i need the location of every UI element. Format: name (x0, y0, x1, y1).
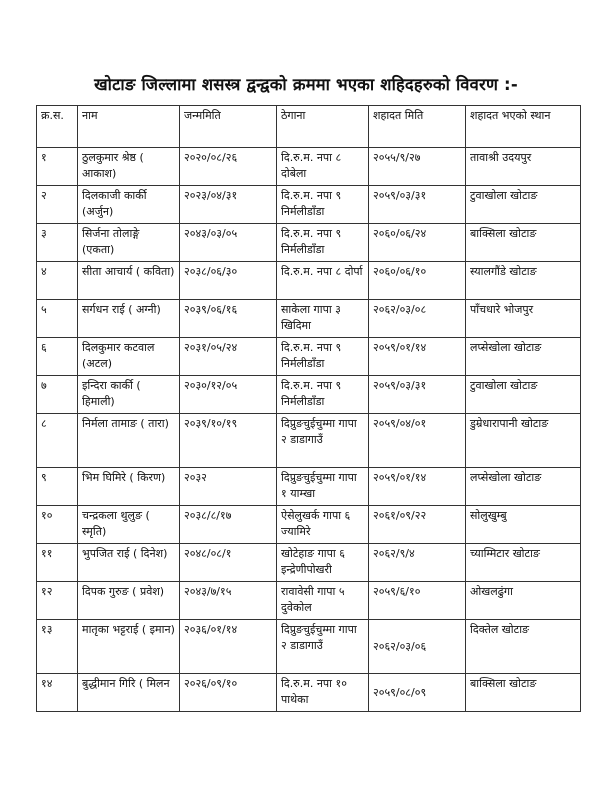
cell-martyrdom-date: २०५९/६/१० (369, 582, 466, 620)
cell-address: दि.रु.म. नपा ९ निर्मलीडाँडा (277, 224, 369, 262)
header-martyrdom-place: शहादत भएको स्थान (466, 106, 581, 148)
cell-martyrdom-date: २०५९/०१/१४ (369, 338, 466, 376)
cell-martyrdom-date: २०६२/९/४ (369, 544, 466, 582)
cell-serial-number: ६ (37, 338, 78, 376)
cell-date-of-birth: २०३९/१०/१९ (180, 414, 277, 468)
cell-date-of-birth: २०४३/७/१५ (180, 582, 277, 620)
cell-martyrdom-date: २०५९/०८/०९ (369, 674, 466, 712)
cell-serial-number: ८ (37, 414, 78, 468)
table-row (37, 544, 581, 582)
cell-martyrdom-place: टुवाखोला खोटाङ (466, 376, 581, 414)
cell-martyrdom-place: बाक्सिला खोटाङ (466, 224, 581, 262)
cell-martyrdom-date: २०६०/०६/२४ (369, 224, 466, 262)
document-title: खोटाङ जिल्लामा शसस्त्र द्वन्द्वको क्रममा भएका शहिदहरुको विवरण :- (94, 75, 518, 94)
cell-name: सिर्जना तोलाङ्गे (एकता) (78, 224, 180, 262)
cell-name: निर्मला तामाङ ( तारा) (78, 414, 180, 468)
cell-martyrdom-date: २०५९/०३/३१ (369, 186, 466, 224)
header-address: ठेगाना (277, 106, 369, 148)
cell-martyrdom-place: लप्सेखोला खोटाङ (466, 338, 581, 376)
table-row (37, 414, 581, 468)
cell-serial-number: ५ (37, 300, 78, 338)
cell-date-of-birth: २०२३/०४/३१ (180, 186, 277, 224)
cell-name: भुपजित राई ( दिनेश) (78, 544, 180, 582)
cell-date-of-birth: २०२०/०८/२६ (180, 148, 277, 186)
table-row (37, 582, 581, 620)
cell-martyrdom-place: दिक्तेल खोटाङ (466, 620, 581, 674)
cell-name: सर्गधन राई ( अग्नी) (78, 300, 180, 338)
cell-martyrdom-place: च्याम्मिटार खोटाङ (466, 544, 581, 582)
table-row (37, 376, 581, 414)
martyrs-table (36, 105, 581, 712)
cell-martyrdom-date: २०६२/०३/०६ (369, 620, 466, 674)
cell-serial-number: ४ (37, 262, 78, 300)
cell-name: भिम घिमिरे ( किरण) (78, 468, 180, 506)
cell-name: बुद्धीमान गिरि ( मिलन (78, 674, 180, 712)
cell-martyrdom-place: डुम्रेधारापानी खोटाङ (466, 414, 581, 468)
cell-address: दि.रु.म. नपा ९ निर्मलीडाँडा (277, 338, 369, 376)
cell-martyrdom-place: लप्सेखोला खोटाङ (466, 468, 581, 506)
table-row (37, 262, 581, 300)
cell-name: मातृका भट्टराई ( इमान) (78, 620, 180, 674)
cell-serial-number: ११ (37, 544, 78, 582)
cell-martyrdom-date: २०५५/९/२७ (369, 148, 466, 186)
cell-address: दिप्रुङचुईचुम्मा गापा २ डाडागाउँ (277, 620, 369, 674)
table-row (37, 148, 581, 186)
cell-address: दि.रु.म. नपा ८ दोर्पा (277, 262, 369, 300)
cell-martyrdom-date: २०६०/०६/१० (369, 262, 466, 300)
table-row (37, 620, 581, 674)
cell-date-of-birth: २०३२ (180, 468, 277, 506)
cell-martyrdom-date: २०६१/०९/२२ (369, 506, 466, 544)
table-row (37, 338, 581, 376)
cell-serial-number: २ (37, 186, 78, 224)
cell-name: ठुलकुमार श्रेष्ठ ( आकाश) (78, 148, 180, 186)
cell-serial-number: १४ (37, 674, 78, 712)
header-serial-number: क्र.स. (37, 106, 78, 148)
cell-date-of-birth: २०३९/०६/१६ (180, 300, 277, 338)
cell-date-of-birth: २०३६/०१/१४ (180, 620, 277, 674)
table-row (37, 468, 581, 506)
cell-martyrdom-place: तावाश्री उदयपुर (466, 148, 581, 186)
cell-martyrdom-place: पाँचधारे भोजपुर (466, 300, 581, 338)
cell-address: दिप्रुङचुईचुम्मा गापा २ डाडागाउँ (277, 414, 369, 468)
cell-martyrdom-date: २०५९/०४/०१ (369, 414, 466, 468)
cell-address: दि.रु.म. नपा ८ दोबेला (277, 148, 369, 186)
cell-serial-number: १२ (37, 582, 78, 620)
cell-address: दि.रु.म. नपा १० पाथेका (277, 674, 369, 712)
cell-serial-number: १ (37, 148, 78, 186)
cell-martyrdom-date: २०५९/०१/१४ (369, 468, 466, 506)
cell-martyrdom-place: सोलुखुम्बु (466, 506, 581, 544)
cell-address: ऐसेलुखर्क गापा ६ ज्यामिरे (277, 506, 369, 544)
cell-name: दिपक गुरुङ ( प्रवेश) (78, 582, 180, 620)
header-martyrdom-date: शहादत मिति (369, 106, 466, 148)
cell-serial-number: १० (37, 506, 78, 544)
cell-serial-number: ९ (37, 468, 78, 506)
cell-name: इन्दिरा कार्की ( हिमाली) (78, 376, 180, 414)
cell-address: साकेला गापा ३ खिदिमा (277, 300, 369, 338)
table-header-row (37, 106, 581, 148)
cell-martyrdom-place: ओखलढुंगा (466, 582, 581, 620)
cell-date-of-birth: २०४८/०८/१ (180, 544, 277, 582)
cell-name: सीता आचार्य ( कविता) (78, 262, 180, 300)
cell-serial-number: १३ (37, 620, 78, 674)
cell-date-of-birth: २०२६/०९/१० (180, 674, 277, 712)
cell-address: दि.रु.म. नपा ९ निर्मलीडाँडा (277, 376, 369, 414)
cell-martyrdom-place: बाक्सिला खोटाङ (466, 674, 581, 712)
header-name: नाम (78, 106, 180, 148)
table-row (37, 224, 581, 262)
cell-date-of-birth: २०३१/०५/२४ (180, 338, 277, 376)
cell-date-of-birth: २०३८/०६/३० (180, 262, 277, 300)
cell-name: चन्द्रकला थुलुङ ( स्मृति) (78, 506, 180, 544)
table-row (37, 300, 581, 338)
cell-martyrdom-date: २०५९/०३/३१ (369, 376, 466, 414)
cell-name: दिलकुमार कटवाल (अटल) (78, 338, 180, 376)
cell-name: दिलकाजी कार्की (अर्जुन) (78, 186, 180, 224)
cell-address: खोटेहाङ गापा ६ इन्द्रेणीपोखरी (277, 544, 369, 582)
cell-martyrdom-date: २०६२/०३/०८ (369, 300, 466, 338)
table-row (37, 506, 581, 544)
cell-address: रावावेसी गापा ५ दुवेकोल (277, 582, 369, 620)
cell-serial-number: ७ (37, 376, 78, 414)
cell-address: दिप्रुङचुईचुम्मा गापा १ याम्खा (277, 468, 369, 506)
table-row (37, 674, 581, 712)
cell-martyrdom-place: टुवाखोला खोटाङ (466, 186, 581, 224)
cell-martyrdom-place: स्यालगौंडे खोटाङ (466, 262, 581, 300)
cell-serial-number: ३ (37, 224, 78, 262)
cell-date-of-birth: २०४३/०३/०५ (180, 224, 277, 262)
table-row (37, 186, 581, 224)
cell-address: दि.रु.म. नपा ९ निर्मलीडाँडा (277, 186, 369, 224)
cell-date-of-birth: २०३८/८/१७ (180, 506, 277, 544)
header-date-of-birth: जन्ममिति (180, 106, 277, 148)
cell-date-of-birth: २०३०/१२/०५ (180, 376, 277, 414)
